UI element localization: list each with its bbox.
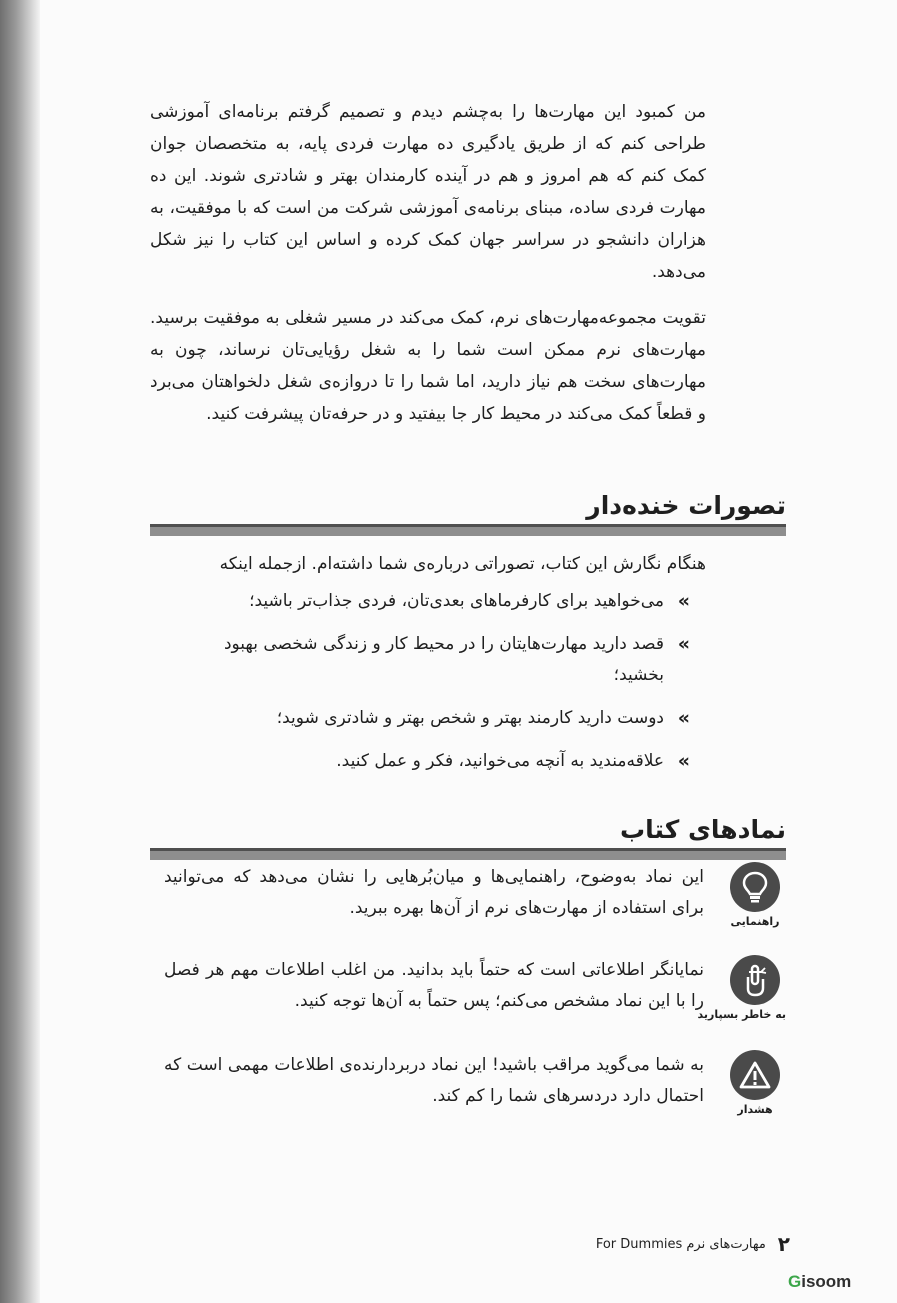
assumption-list: [190, 586, 690, 789]
icon-label: هشدار: [737, 1103, 773, 1116]
chevron-bullet-icon: »: [677, 750, 690, 772]
chevron-bullet-icon: »: [677, 633, 690, 655]
chevron-bullet-icon: »: [677, 707, 690, 729]
body-paragraph-1: من کمبود این مهارت‌ها را به‌چشم دیدم و تصمیم گرفتم برنامه‌ای آموزشی طراحی کنم که از طریق یادگیری ده مهارت فردی پایه، به متخصصان جوان کمک کنم که هم امروز و هم در آینده کارمندان بهتر و شادتری شوند. این ده مهارت فردی ساده، مبنای برنامه‌ی آموزشی شرکت من است که با موفقیت، به هزاران دانشجو در سراسر جهان کمک کرده و اساس این کتاب را نیز شکل می‌دهد.: [150, 102, 706, 282]
icon-label: به خاطر بسپارید: [697, 1008, 786, 1021]
icon-label: راهنمایی: [730, 915, 780, 928]
icon-description: این نماد به‌وضوح، راهنمایی‌ها و میان‌بُرهایی را نشان می‌دهد که می‌توانید برای استفاده از مهارت‌های نرم از آن‌ها بهره ببرید.: [164, 867, 704, 918]
heading-underline: [150, 848, 786, 860]
book-spine-shadow: [0, 0, 40, 1303]
section-heading-assumptions: [150, 488, 786, 536]
section-title: نمادهای کتاب: [620, 815, 786, 844]
running-title: مهارت‌های نرم For Dummies: [595, 1236, 766, 1252]
body-paragraph-2: تقویت مجموعه‌مهارت‌های نرم، کمک می‌کند در مسیر شغلی به موفقیت برسید. مهارت‌های نرم ممکن است شما را به شغل رؤیایی‌تان نرساند، چون به مهارت‌های سخت هم نیاز دارید، اما شما را تا دروازه‌ی شغل دلخواهتان می‌برد و قطعاً کمک می‌کند در محیط کار جا بیفتید و در حرفه‌تان پیشرفت کنید.: [150, 308, 706, 424]
list-item: » علاقه‌مندید به آنچه می‌خوانید، فکر و عمل کنید.: [190, 746, 690, 777]
finger-string-icon: [730, 955, 780, 1005]
heading-underline: [150, 524, 786, 536]
page-footer: [540, 1232, 790, 1256]
list-item: » می‌خواهید برای کارفرماهای بعدی‌تان، فردی جذاب‌تر باشید؛: [190, 586, 690, 617]
warning-icon: [730, 1050, 780, 1100]
icon-description: نمایانگر اطلاعاتی است که حتماً باید بدانید. من اغلب اطلاعات مهم هر فصل را با این نماد مشخص می‌کنم؛ پس حتماً به آن‌ها توجه کنید.: [164, 960, 704, 1011]
list-item: » قصد دارید مهارت‌هایتان را در محیط کار و زندگی شخصی بهبود بخشید؛: [190, 629, 690, 691]
icon-description: به شما می‌گوید مراقب باشید! این نماد دربردارنده‌ی اطلاعات مهمی است که احتمال دارد دردسرهای شما را کم کند.: [164, 1055, 704, 1106]
section-intro: هنگام نگارش این کتاب، تصوراتی درباره‌ی شما داشته‌ام. ازجمله اینکه: [219, 554, 706, 574]
list-item: » دوست دارید کارمند بهتر و شخص بهتر و شادتری شوید؛: [190, 703, 690, 734]
lightbulb-icon: [730, 862, 780, 912]
gisoom-logo: Gisoom: [788, 1272, 852, 1291]
chevron-bullet-icon: »: [677, 590, 690, 612]
page-number: ۲: [777, 1232, 790, 1256]
section-title: تصورات خنده‌دار: [586, 491, 786, 520]
section-heading-icons: [150, 812, 786, 860]
